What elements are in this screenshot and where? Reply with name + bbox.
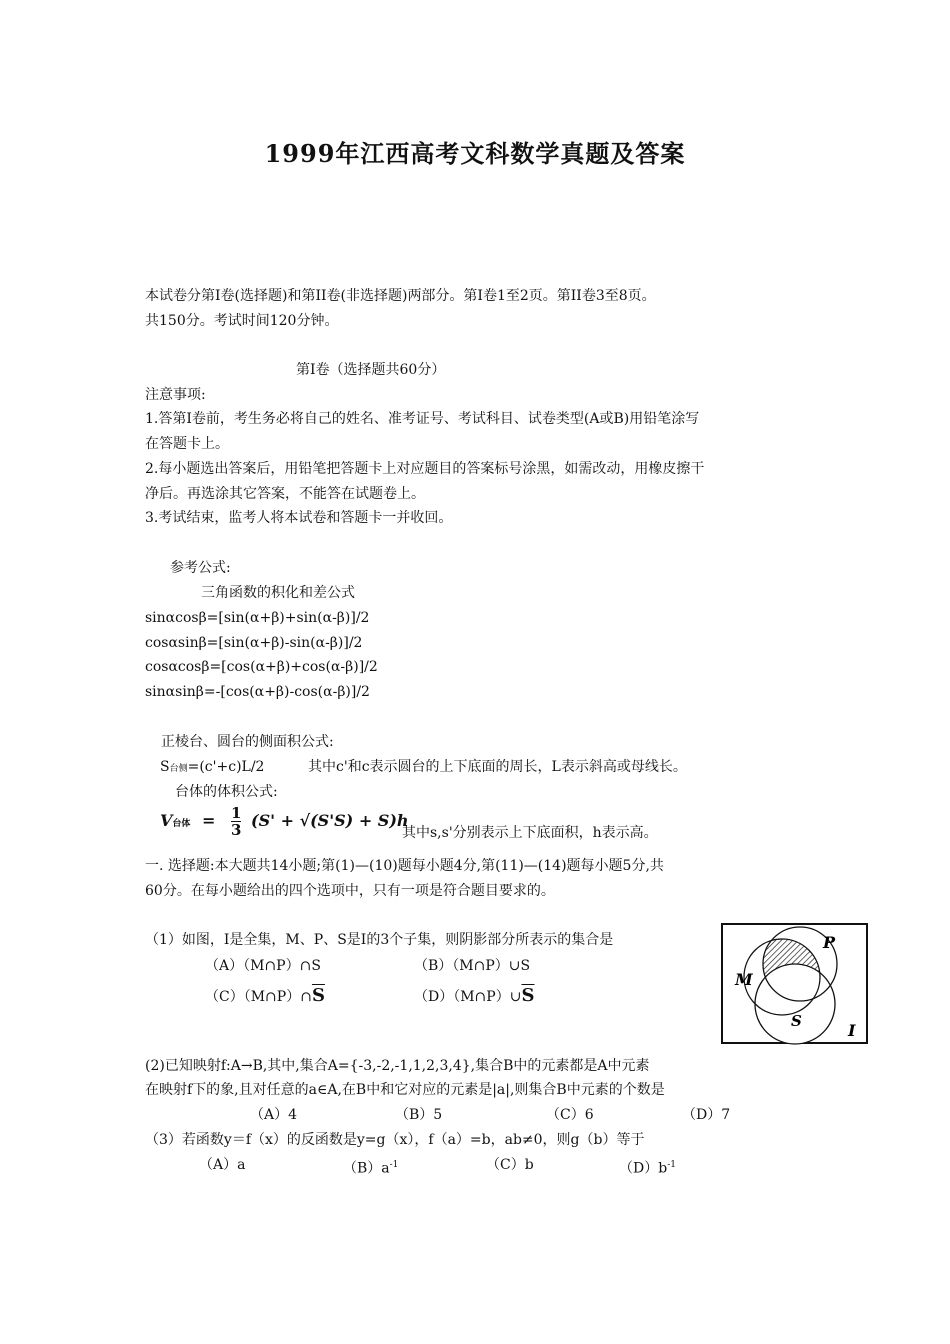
fraction-denominator: 3 xyxy=(231,821,242,839)
lateral-area-desc: 其中c'和c表示圆台的上下底面的周长，L表示斜高或母线长。 xyxy=(308,759,687,775)
page-title: 1999年江西高考文科数学真题及答案 xyxy=(264,139,686,168)
q2-option-a: （A）4 xyxy=(250,1107,298,1123)
lateral-area-formula xyxy=(160,757,264,779)
label-s: S xyxy=(791,1012,802,1030)
section1-line-2: 60分。在每小题给出的四个选项中，只有一项是符合题目要求的。 xyxy=(145,883,555,899)
superscript: -1 xyxy=(667,1160,676,1170)
notice-3: 3.考试结束，监考人将本试卷和答题卡一并收回。 xyxy=(145,510,453,526)
q2-option-c: （C）6 xyxy=(546,1107,594,1123)
volume-desc: 其中s,s'分别表示上下底面积，h表示高。 xyxy=(402,825,658,841)
superscript: -1 xyxy=(389,1160,399,1170)
q3-option-d xyxy=(619,1155,676,1179)
q2-line-1: (2)已知映射f:A→B,其中,集合A={-3,-2,-1,1,2,3,4},集合B中的元素都是A中元素 xyxy=(145,1058,650,1074)
q1-option-b: （B）（M∩P）∪S xyxy=(414,958,531,974)
q1-option-c-text: （C）（M∩P）∩ xyxy=(205,989,312,1005)
volume-eq: = xyxy=(202,811,216,830)
q3-option-b-text: （B）a xyxy=(343,1160,390,1177)
notice-2a: 2.每小题选出答案后，用铅笔把答题卡上对应题目的答案标号涂黑，如需改动，用橡皮擦干 xyxy=(145,461,705,477)
volume-sub: 台体 xyxy=(172,819,191,829)
q1-stem: （1）如图，I是全集，M、P、S是I的3个子集，则阴影部分所表示的集合是 xyxy=(145,932,614,948)
s-complement: $\overline{S}$ xyxy=(521,985,535,1006)
intro-line-2: 共150分。考试时间120分钟。 xyxy=(145,313,339,329)
q1-option-d xyxy=(414,986,534,1007)
volume-fraction xyxy=(231,805,241,838)
lateral-sub: 台侧 xyxy=(169,764,188,774)
s-complement: $\overline{S}$ xyxy=(311,985,325,1006)
lateral-area-title: 正棱台、圆台的侧面积公式: xyxy=(161,734,334,750)
q3-stem: （3）若函数y＝f（x）的反函数是y=g（x），f（a）=b，ab≠0，则g（b）等于 xyxy=(145,1132,645,1148)
q2-option-d: （D）7 xyxy=(682,1107,731,1123)
q3-option-b xyxy=(343,1155,398,1179)
volume-formula xyxy=(160,802,409,843)
fraction-numerator: 1 xyxy=(231,804,242,822)
q3-option-c: （C）b xyxy=(486,1157,534,1173)
label-i: I xyxy=(848,1021,856,1040)
label-m: M xyxy=(735,970,753,989)
trig-title: 三角函数的积化和差公式 xyxy=(201,585,355,601)
lateral-rhs: =(c'+c)L/2 xyxy=(187,759,265,775)
trig-formula-3: cosαcosβ=[cos(α+β)+cos(α-β)]/2 xyxy=(145,659,378,675)
ref-formula-title: 参考公式: xyxy=(170,560,231,576)
label-p: P xyxy=(823,933,836,952)
venn-diagram xyxy=(720,922,870,1047)
trig-formula-2: cosαsinβ=[sin(α+β)-sin(α-β)]/2 xyxy=(145,635,363,651)
notice-title: 注意事项: xyxy=(145,387,206,403)
q1-option-a: （A）（M∩P）∩S xyxy=(205,958,321,974)
notice-1b: 在答题卡上。 xyxy=(145,436,229,452)
volume-v: V xyxy=(160,811,173,830)
trig-formula-4: sinαsinβ=-[cos(α+β)-cos(α-β)]/2 xyxy=(145,684,370,700)
volume-rhs: (S' + √(S'S) + S)h xyxy=(251,811,409,830)
intro-line-1: 本试卷分第Ⅰ卷(选择题)和第II卷(非选择题)两部分。第Ⅰ卷1至2页。第II卷3至8页。 xyxy=(145,288,656,304)
notice-1a: 1.答第Ⅰ卷前，考生务必将自己的姓名、准考证号、考试科目、试卷类型(A或B)用铅笔涂写 xyxy=(145,411,700,427)
lateral-s: S xyxy=(160,759,170,775)
q1-option-c xyxy=(205,986,325,1007)
q2-option-b: （B）5 xyxy=(395,1107,443,1123)
notice-2b: 净后。再选涂其它答案，不能答在试题卷上。 xyxy=(145,486,425,502)
q3-option-d-text: （D）b xyxy=(619,1160,668,1177)
q1-option-d-text: （D）（M∩P）∪ xyxy=(414,989,522,1005)
trig-formula-1: sinαcosβ=[sin(α+β)+sin(α-β)]/2 xyxy=(145,610,370,626)
section1-line-1: 一. 选择题:本大题共14小题;第(1)—(10)题每小题4分,第(11)—(14)题每小题5分,共 xyxy=(145,858,664,874)
volume-title: 台体的体积公式: xyxy=(175,784,278,800)
q3-option-a: （A）a xyxy=(199,1157,246,1173)
part1-heading: 第Ⅰ卷（选择题共60分） xyxy=(296,362,446,378)
q2-line-2: 在映射f下的象,且对任意的a∈A,在B中和它对应的元素是|a|,则集合B中元素的个数是 xyxy=(145,1082,665,1098)
